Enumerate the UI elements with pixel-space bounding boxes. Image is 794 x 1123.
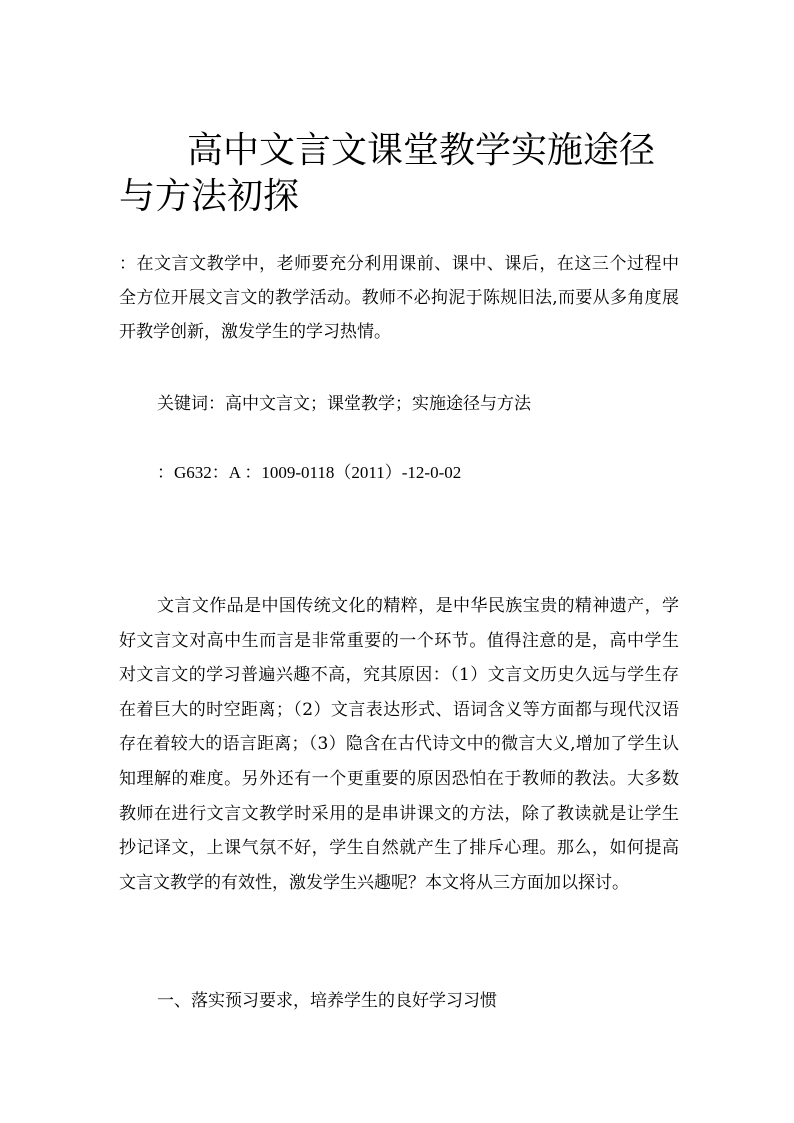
keywords-line: 关键词：高中文言文；课堂教学；实施途径与方法 [157,394,531,414]
abstract-paragraph: ：在文言文教学中，老师要充分利用课前、课中、课后，在这三个过程中全方位开展文言文的教学活动。教师不必拘泥于陈规旧法,而要从多角度展开教学创新，激发学生的学习热情。 [119,254,679,342]
body-paragraph: 文言文作品是中国传统文化的精粹，是中华民族宝贵的精神遗产，学好文言文对高中生而言是非常重要的一个环节。值得注意的是，高中学生对文言文的学习普遍兴趣不高，究其原因：（1）文言文历史久远与学生存在着巨大的时空距离；（2）文言表达形式、语词含义等方面都与现代汉语存在着较大的语言距离；（3）隐含在古代诗文中的微言大义,增加了学生认知理解的难度。另外还有一个更重要的原因恐怕在于教师的教法。大多数教师在进行文言文教学时采用的是串讲课文的方法，除了教读就是让学生抄记译文，上课气氛不好，学生自然就产生了排斥心理。那么，如何提高文言文教学的有效性，激发学生兴趣呢？本文将从三方面加以探讨。 [119,596,679,893]
section-heading: 一、落实预习要求，培养学生的良好学习习惯 [157,991,497,1011]
classification-line: ：G632：A ：1009-0118（2011）-12-0-02 [157,463,462,482]
document-title: 高中文言文课堂教学实施途径与方法初探 [119,130,656,217]
